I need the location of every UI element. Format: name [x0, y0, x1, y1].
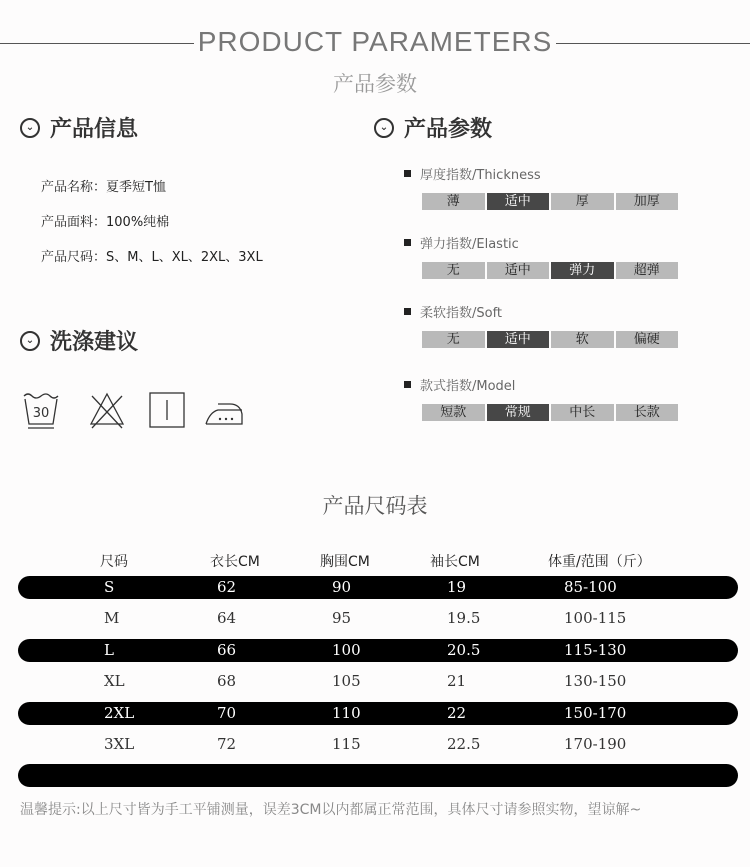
page-title: PRODUCT PARAMETERS [0, 26, 750, 58]
table-cell: 95 [332, 609, 352, 627]
chevron-down-circle-icon: ⌄ [374, 118, 394, 138]
chevron-down-circle-icon: ⌄ [20, 331, 40, 351]
table-bottom-bar [18, 764, 738, 787]
table-cell: 100-115 [564, 609, 627, 627]
table-cell: M [104, 609, 120, 627]
param-option: 短款 [422, 404, 485, 421]
table-cell: 3XL [104, 735, 135, 753]
param-label-text: 厚度指数/Thickness [420, 168, 541, 183]
table-cell: 130-150 [564, 672, 627, 690]
param-scale [422, 193, 678, 210]
param-option: 无 [422, 331, 485, 348]
param-option: 长款 [616, 404, 679, 421]
page-subtitle: 产品参数 [333, 72, 417, 96]
chevron-down-circle-icon: ⌄ [20, 118, 40, 138]
table-cell: 90 [332, 578, 352, 596]
wash-heading [20, 325, 138, 356]
info-sizes: 产品尺码：S、M、L、XL、2XL、3XL [41, 250, 263, 265]
square-bullet-icon [404, 170, 411, 177]
param-option: 超弹 [616, 262, 679, 279]
param-label-text: 柔软指数/Soft [420, 306, 503, 321]
table-cell: 72 [217, 735, 237, 753]
square-bullet-icon [404, 239, 411, 246]
params-heading-label: 产品参数 [404, 117, 493, 142]
info-fabric: 产品面料：100%纯棉 [41, 215, 170, 230]
table-row [18, 607, 738, 630]
table-row [18, 670, 738, 693]
table-row [18, 576, 738, 599]
table-row [18, 639, 738, 662]
table-header: 胸围CM [320, 554, 370, 570]
table-header: 袖长CM [430, 554, 480, 570]
size-table-title: 产品尺码表 [322, 494, 428, 518]
param-option: 适中 [487, 262, 550, 279]
table-cell: 68 [217, 672, 237, 690]
table-cell: 21 [447, 672, 467, 690]
table-cell: 22 [447, 704, 467, 722]
table-cell: 22.5 [447, 735, 481, 753]
no-bleach-icon [88, 390, 126, 430]
param-label-text: 弹力指数/Elastic [420, 237, 519, 252]
param-option: 软 [551, 331, 614, 348]
table-header: 尺码 [100, 554, 128, 570]
info-heading [20, 112, 138, 143]
param-option-selected: 常规 [487, 404, 550, 421]
table-cell: 19 [447, 578, 467, 596]
params-heading [374, 112, 492, 143]
param-label-text: 款式指数/Model [420, 379, 516, 394]
square-bullet-icon [404, 381, 411, 388]
table-cell: 20.5 [447, 641, 481, 659]
square-bullet-icon [404, 308, 411, 315]
param-label [404, 375, 515, 394]
iron-icon [204, 390, 244, 430]
param-option-selected: 适中 [487, 193, 550, 210]
param-option: 无 [422, 262, 485, 279]
param-option: 厚 [551, 193, 614, 210]
param-option: 加厚 [616, 193, 679, 210]
table-cell: 110 [332, 704, 361, 722]
table-cell: 66 [217, 641, 237, 659]
info-name: 产品名称：夏季短T恤 [41, 180, 166, 195]
param-scale [422, 404, 678, 421]
wash-30-icon [22, 390, 60, 430]
tumble-dry-icon [148, 390, 186, 430]
table-cell: 170-190 [564, 735, 627, 753]
table-row [18, 702, 738, 725]
wash-temp: 30 [32, 406, 50, 421]
table-header: 体重/范围（斤） [548, 554, 651, 570]
wash-heading-label: 洗涤建议 [50, 330, 139, 355]
param-option: 中长 [551, 404, 614, 421]
table-cell: 2XL [104, 704, 135, 722]
table-cell: 115-130 [564, 641, 627, 659]
param-option-selected: 弹力 [551, 262, 614, 279]
param-option: 偏硬 [616, 331, 679, 348]
info-heading-label: 产品信息 [50, 117, 139, 142]
table-cell: 19.5 [447, 609, 481, 627]
table-cell: 64 [217, 609, 237, 627]
param-scale [422, 262, 678, 279]
param-label [404, 233, 519, 252]
table-cell: 100 [332, 641, 361, 659]
table-cell: 85-100 [564, 578, 617, 596]
table-header: 衣长CM [210, 554, 260, 570]
table-cell: L [104, 641, 114, 659]
table-cell: 62 [217, 578, 237, 596]
param-option: 薄 [422, 193, 485, 210]
table-cell: 115 [332, 735, 361, 753]
param-label [404, 302, 502, 321]
table-row [18, 733, 738, 756]
footer-note: 温馨提示:以上尺寸皆为手工平铺测量，误差3CM以内都属正常范围，具体尺寸请参照实物，望谅解~ [20, 802, 642, 818]
table-cell: 70 [217, 704, 237, 722]
table-cell: 150-170 [564, 704, 627, 722]
param-scale [422, 331, 678, 348]
table-cell: S [104, 578, 115, 596]
table-cell: 105 [332, 672, 361, 690]
table-cell: XL [104, 672, 125, 690]
param-option-selected: 适中 [487, 331, 550, 348]
param-label [404, 164, 541, 183]
